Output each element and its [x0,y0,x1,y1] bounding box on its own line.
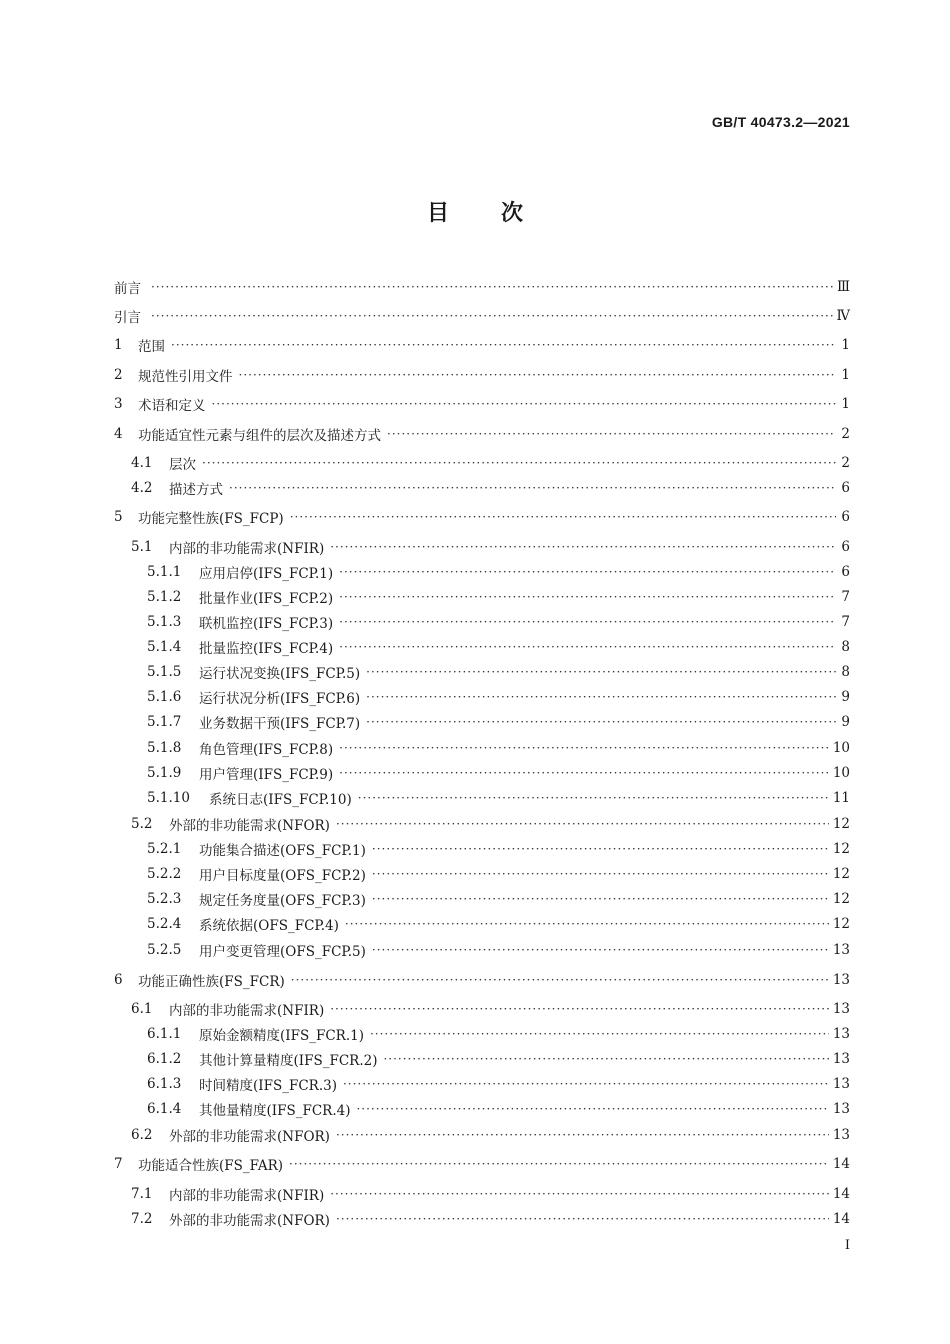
toc-entry-label: 批量作业(IFS_FCP.2) [199,591,334,607]
toc-entry-number: 5.1.3 [147,614,182,630]
toc-entry-label: 描述方式 [169,482,223,498]
toc-entry-number: 5.1.9 [147,765,182,781]
toc-entry-page: 9 [841,689,850,705]
toc-entry[interactable] [114,1124,850,1146]
toc-entry-number: 2 [114,367,123,383]
toc-entry-number: 4.1 [131,455,153,471]
toc-entry-number: 5.2.3 [147,891,182,907]
toc-entry[interactable] [114,1098,850,1120]
toc-dot-leader [372,841,829,857]
toc-entry[interactable] [114,506,850,528]
toc-entry-label: 原始金额精度(IFS_FCR.1) [199,1028,364,1044]
toc-dot-leader [372,891,829,907]
toc-dot-leader [356,1101,828,1117]
toc-dot-leader [151,279,833,295]
toc-entry-number: 5.1.2 [147,589,182,605]
toc-entry[interactable] [114,1183,850,1205]
toc-entry[interactable] [114,561,850,583]
toc-dot-leader [358,790,829,806]
toc-dot-leader [370,1026,829,1042]
toc-entry-number: 5.1.10 [147,790,190,806]
toc-dot-leader [372,866,829,882]
toc-entry-label: 系统日志(IFS_FCP.10) [209,792,352,808]
toc-dot-leader [372,942,829,958]
toc-dot-leader [387,426,836,442]
toc-dot-leader [336,1127,829,1143]
toc-entry[interactable] [114,1073,850,1095]
toc-dot-leader [339,564,836,580]
toc-entry-page: Ⅳ [836,308,850,324]
toc-dot-leader [345,916,829,932]
toc-entry-label: 业务数据干预(IFS_FCP.7) [199,716,361,732]
toc-entry-label: 用户变更管理(OFS_FCP.5) [199,944,366,960]
toc-dot-leader [330,1186,829,1202]
toc-entry-number: 6.1.3 [147,1076,182,1092]
toc-dot-leader [339,614,836,630]
toc-entry[interactable] [114,364,850,386]
toc-dot-leader [291,972,829,988]
toc-entry-number: 5.2.4 [147,916,182,932]
toc-entry-label: 外部的非功能需求(NFOR) [169,1213,330,1229]
toc-entry-page: 6 [841,509,850,525]
toc-entry-number: 7.1 [131,1186,153,1202]
toc-entry[interactable] [114,888,850,910]
toc-entry[interactable] [114,611,850,633]
toc-entry-page: 12 [832,866,850,882]
toc-entry-page: 9 [841,714,850,730]
toc-entry-label: 功能正确性族(FS_FCR) [138,974,285,990]
toc-entry-label: 规定任务度量(OFS_FCP.3) [199,893,366,909]
standard-code: GB/T 40473.2—2021 [711,114,850,130]
toc-entry-number: 7.2 [131,1211,153,1227]
toc-entry-page: 13 [832,1051,850,1067]
toc-entry[interactable] [114,586,850,608]
toc-entry-page: 14 [832,1186,850,1202]
toc-dot-leader [343,1076,829,1092]
toc-entry-page: 13 [832,1026,850,1042]
toc-entry-page: 8 [841,664,850,680]
toc-entry-label: 内部的非功能需求(NFIR) [169,541,325,557]
toc-dot-leader [366,664,836,680]
toc-dot-leader [290,509,836,525]
toc-dot-leader [330,539,836,555]
toc-entry-label: 外部的非功能需求(NFOR) [169,1129,330,1145]
toc-entry-page: 7 [841,589,850,605]
toc-entry[interactable] [114,276,850,298]
toc-entry-number: 4 [114,426,123,442]
toc-entry-page: 8 [841,639,850,655]
toc-entry[interactable] [114,711,850,733]
toc-entry-label: 规范性引用文件 [138,369,233,385]
toc-entry-page: 6 [841,539,850,555]
toc-entry-number: 6 [114,972,123,988]
toc-dot-leader [366,689,836,705]
toc-entry-label: 用户目标度量(OFS_FCP.2) [199,868,366,884]
toc-entry-page: 7 [841,614,850,630]
toc-entry[interactable] [114,393,850,415]
toc-entry-page: 2 [841,455,850,471]
toc-entry-label: 层次 [169,457,196,473]
toc-entry[interactable] [114,998,850,1020]
toc-entry-number: 5.2.2 [147,866,182,882]
toc-dot-leader [229,480,836,496]
toc-entry-page: 12 [832,891,850,907]
toc-entry-page: 6 [841,480,850,496]
toc-entry-label: 引言 [114,310,141,326]
toc-entry-label: 功能集合描述(OFS_FCP.1) [199,843,366,859]
toc-dot-leader [151,308,833,324]
toc-entry-page: 14 [832,1156,850,1172]
toc-dot-leader [336,816,829,832]
toc-entry[interactable] [114,423,850,445]
toc-entry[interactable] [114,477,850,499]
toc-dot-leader [383,1051,828,1067]
toc-entry[interactable] [114,813,850,835]
toc-entry-number: 6.2 [131,1127,153,1143]
toc-entry-page: 12 [832,916,850,932]
toc-entry-number: 5.2 [131,816,153,832]
toc-entry-page: 1 [841,337,850,353]
toc-entry-number: 5.1.5 [147,664,182,680]
toc-entry[interactable] [114,737,850,759]
toc-entry-label: 批量监控(IFS_FCP.4) [199,641,334,657]
toc-entry-number: 4.2 [131,480,153,496]
toc-dot-leader [366,714,836,730]
toc-entry-label: 内部的非功能需求(NFIR) [169,1188,325,1204]
toc-entry-label: 内部的非功能需求(NFIR) [169,1003,325,1019]
toc-entry[interactable] [114,939,850,961]
toc-entry[interactable] [114,636,850,658]
toc-dot-leader [336,1211,829,1227]
toc-entry-page: 13 [832,1001,850,1017]
toc-entry-number: 5.1.7 [147,714,182,730]
toc-entry-page: 1 [841,367,850,383]
toc-dot-leader [339,589,836,605]
toc-entry-label: 联机监控(IFS_FCP.3) [199,616,334,632]
toc-entry-page: 13 [832,942,850,958]
toc-entry-number: 6.1.1 [147,1026,182,1042]
toc-entry-page: 6 [841,564,850,580]
toc-entry-page: 14 [832,1211,850,1227]
toc-entry-page: Ⅲ [836,279,850,295]
toc-entry-label: 时间精度(IFS_FCR.3) [199,1078,337,1094]
toc-entry-number: 5.1.4 [147,639,182,655]
toc-entry-number: 6.1.2 [147,1051,182,1067]
toc-entry[interactable] [114,838,850,860]
toc-entry-label: 范围 [138,339,165,355]
toc-dot-leader [239,367,837,383]
toc-dot-leader [330,1001,829,1017]
page-title: 目次 [426,201,575,226]
toc-entry[interactable] [114,536,850,558]
toc-entry-page: 2 [841,426,850,442]
toc-entry[interactable] [114,661,850,683]
toc-entry-number: 5.2.1 [147,841,182,857]
toc-entry-number: 5 [114,509,123,525]
toc-dot-leader [171,337,836,353]
toc-entry-number: 5.1.8 [147,740,182,756]
toc-dot-leader [202,455,836,471]
toc-entry[interactable] [114,1153,850,1175]
toc-entry-page: 13 [832,972,850,988]
page-number: I [844,1238,850,1253]
toc-entry[interactable] [114,1208,850,1230]
toc-entry-page: 13 [832,1101,850,1117]
toc-entry[interactable] [114,1023,850,1045]
toc-entry[interactable] [114,1048,850,1070]
toc-entry-page: 1 [841,396,850,412]
toc-dot-leader [339,639,836,655]
toc-entry-number: 5.1.1 [147,564,182,580]
toc-dot-leader [289,1156,829,1172]
toc-entry-number: 3 [114,396,123,412]
toc-entry[interactable] [114,969,850,991]
toc-entry-label: 术语和定义 [138,398,206,414]
toc-entry[interactable] [114,334,850,356]
toc-entry[interactable] [114,305,850,327]
toc-entry-number: 6.1.4 [147,1101,182,1117]
toc-entry-number: 5.1.6 [147,689,182,705]
toc-entry[interactable] [114,686,850,708]
toc-entry-label: 运行状况变换(IFS_FCP.5) [199,666,361,682]
toc-dot-leader [212,396,837,412]
toc-dot-leader [339,740,829,756]
toc-entry[interactable] [114,787,850,809]
toc-entry-number: 5.2.5 [147,942,182,958]
toc-entry[interactable] [114,913,850,935]
toc-entry-page: 10 [832,740,850,756]
toc-entry-label: 外部的非功能需求(NFOR) [169,818,330,834]
toc-entry-page: 13 [832,1076,850,1092]
toc-entry-number: 7 [114,1156,123,1172]
toc-entry-page: 13 [832,1127,850,1143]
toc-entry-label: 用户管理(IFS_FCP.9) [199,767,334,783]
toc-entry-label: 运行状况分析(IFS_FCP.6) [199,691,361,707]
toc-entry-label: 功能适合性族(FS_FAR) [138,1158,284,1174]
toc-entry-number: 5.1 [131,539,153,555]
toc-entry-label: 系统依据(OFS_FCP.4) [199,918,339,934]
toc-entry-label: 前言 [114,281,141,297]
toc-entry-label: 功能完整性族(FS_FCP) [138,511,284,527]
toc-entry-label: 其他计算量精度(IFS_FCR.2) [199,1053,378,1069]
toc-entry-label: 应用启停(IFS_FCP.1) [199,566,334,582]
toc-dot-leader [339,765,829,781]
toc-entry-page: 12 [832,816,850,832]
toc-entry-label: 功能适宜性元素与组件的层次及描述方式 [138,428,381,444]
toc-entry[interactable] [114,863,850,885]
toc-entry-page: 12 [832,841,850,857]
toc-entry-label: 角色管理(IFS_FCP.8) [199,742,334,758]
toc-entry[interactable] [114,762,850,784]
toc-entry-page: 10 [832,765,850,781]
toc-entry-number: 1 [114,337,123,353]
toc-entry-number: 6.1 [131,1001,153,1017]
toc-entry-label: 其他量精度(IFS_FCR.4) [199,1103,351,1119]
toc-entry[interactable] [114,452,850,474]
toc-entry-page: 11 [832,790,850,806]
